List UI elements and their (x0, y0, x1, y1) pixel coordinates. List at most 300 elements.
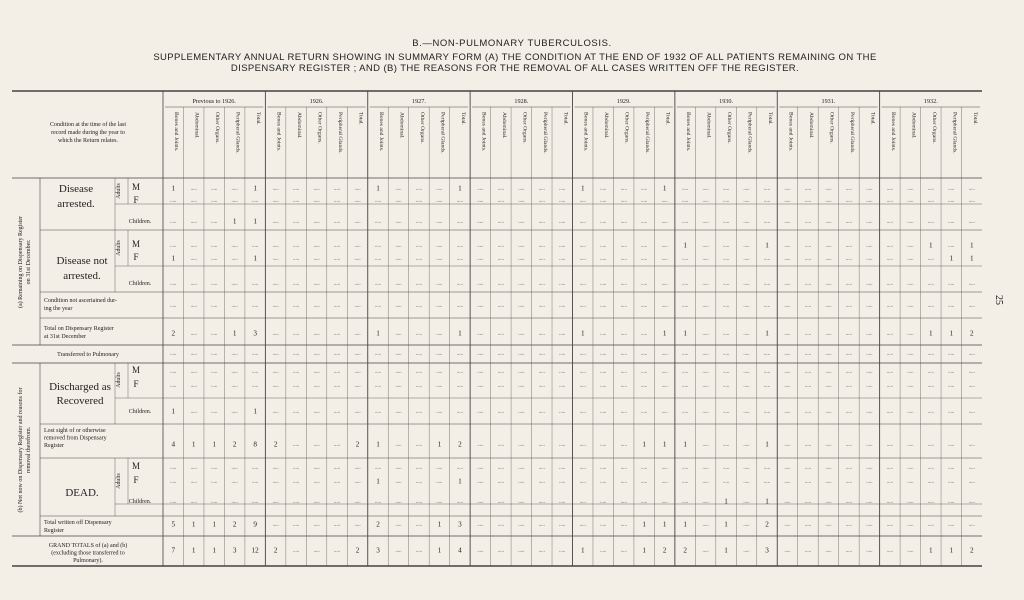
cell-discharged_children-blank: ..... (600, 409, 607, 415)
cell-not_arrested_children-blank: ..... (497, 281, 504, 287)
cell-discharged_f-blank: ..... (763, 383, 771, 389)
cell-total_written-blank: ..... (804, 522, 812, 528)
cell-not_arrested_f-blank: ..... (641, 256, 648, 262)
cell-arrested_f-blank: ..... (333, 198, 341, 204)
cell-not_arrested_children-blank: ..... (211, 281, 218, 287)
cell-not_arrested_f-blank: ..... (292, 256, 300, 262)
cell-lost_sight-blank: ..... (907, 442, 914, 448)
cell-dead_f-blank: ..... (927, 479, 934, 485)
cell-total_disp-blank: ..... (211, 331, 218, 337)
cell-dead_m-blank: ..... (620, 465, 627, 471)
cell-grand_total-value: 2 (355, 546, 360, 555)
cell-dead_m-blank: ..... (456, 465, 464, 471)
cell-dead_m-blank: ..... (702, 465, 709, 471)
cell-transferred-blank: ..... (313, 351, 320, 357)
cell-grand_total-blank: ..... (845, 548, 853, 554)
cell-arrested_f-blank: ..... (477, 198, 484, 204)
cell-not_arrested_m-blank: ..... (477, 243, 484, 249)
male-label: M (131, 365, 141, 375)
cell-arrested_children-blank: ..... (722, 219, 730, 225)
cell-not_arrested_m-blank: ..... (211, 243, 218, 249)
cell-dead_m-blank: ..... (538, 465, 545, 471)
cell-discharged_f-blank: ..... (190, 383, 197, 389)
cell-total_disp-blank: ..... (497, 331, 504, 337)
cell-dead_f-blank: ..... (804, 479, 812, 485)
cell-cond_not-blank: ..... (395, 303, 402, 309)
cell-transferred-blank: ..... (641, 351, 648, 357)
cell-total_disp-blank: ..... (518, 331, 525, 337)
cell-arrested_m-blank: ..... (395, 186, 402, 192)
subcolumn-header: Other Organs. (418, 112, 425, 144)
cell-not_arrested_f-blank: ..... (702, 256, 709, 262)
cell-arrested_m-value: 1 (171, 184, 176, 193)
cell-not_arrested_m-blank: ..... (518, 243, 525, 249)
cell-not_arrested_children-blank: ..... (681, 281, 689, 287)
cell-discharged_m-blank: ..... (763, 369, 771, 375)
cell-transferred-blank: ..... (211, 351, 218, 357)
cell-transferred-blank: ..... (497, 351, 504, 357)
cell-discharged_children-blank: ..... (804, 409, 812, 415)
cell-discharged_f-blank: ..... (784, 383, 791, 389)
cell-dead_f-blank: ..... (436, 479, 443, 485)
subcolumn-header: Abdominal. (910, 112, 917, 139)
subcolumn-header: Bones and Joints. (685, 112, 692, 152)
cell-lost_sight-blank: ..... (845, 442, 853, 448)
cell-arrested_children-blank: ..... (292, 219, 300, 225)
cell-transferred-blank: ..... (763, 351, 771, 357)
cell-total_disp-value: 1 (949, 329, 954, 338)
cell-total_disp-value: 1 (929, 329, 933, 338)
subcolumn-header: Other Organs. (521, 112, 528, 144)
cell-arrested_f-blank: ..... (354, 198, 361, 204)
cell-grand_total-blank: ..... (907, 548, 914, 554)
cell-not_arrested_m-blank: ..... (374, 243, 382, 249)
cell-total_disp-blank: ..... (354, 331, 361, 337)
subcolumn-header: Abdominal. (807, 112, 814, 139)
cell-cond_not-blank: ..... (436, 303, 443, 309)
cell-dead_m-blank: ..... (292, 465, 300, 471)
cell-discharged_m-blank: ..... (538, 369, 545, 375)
cell-arrested_m-blank: ..... (559, 186, 566, 192)
cell-arrested_m-blank: ..... (866, 186, 873, 192)
cell-lost_sight-blank: ..... (968, 442, 975, 448)
cell-arrested_f-blank: ..... (538, 198, 545, 204)
cell-cond_not-blank: ..... (456, 303, 464, 309)
cell-cond_not-blank: ..... (538, 303, 545, 309)
cell-total_written-blank: ..... (927, 522, 934, 528)
female-label: F (133, 379, 139, 389)
cell-dead_f-blank: ..... (190, 479, 197, 485)
cell-dead_f-blank: ..... (211, 479, 218, 485)
cell-not_arrested_f-blank: ..... (313, 256, 320, 262)
cell-dead_m-blank: ..... (845, 465, 853, 471)
subcolumn-header: Peripheral Glands. (234, 112, 241, 154)
cell-arrested_f-blank: ..... (968, 198, 975, 204)
cell-arrested_children-blank: ..... (456, 219, 464, 225)
cell-arrested_children-blank: ..... (477, 219, 484, 225)
cell-lost_sight-blank: ..... (804, 442, 812, 448)
cell-discharged_m-blank: ..... (333, 369, 341, 375)
cell-total_disp-blank: ..... (333, 331, 341, 337)
cell-dead_m-blank: ..... (968, 465, 975, 471)
cell-discharged_f-blank: ..... (722, 383, 730, 389)
male-label: M (131, 182, 141, 192)
cell-arrested_children-blank: ..... (538, 219, 545, 225)
cell-total_disp-value: 1 (662, 329, 667, 338)
cell-discharged_m-blank: ..... (395, 369, 402, 375)
cell-grand_total-blank: ..... (518, 548, 525, 554)
cell-dead_f-blank: ..... (600, 479, 607, 485)
cell-grand_total-blank: ..... (600, 548, 607, 554)
cell-dead_m-blank: ..... (272, 465, 279, 471)
cell-total_written-blank: ..... (497, 522, 504, 528)
cell-discharged_m-blank: ..... (272, 369, 279, 375)
cell-lost_sight-value: 1 (683, 440, 687, 449)
cell-discharged_f-blank: ..... (292, 383, 300, 389)
cell-lost_sight-blank: ..... (497, 442, 504, 448)
cell-dead_children-blank: ..... (292, 499, 300, 505)
cell-discharged_children-blank: ..... (866, 409, 873, 415)
cell-transferred-blank: ..... (190, 351, 197, 357)
cell-cond_not-blank: ..... (804, 303, 812, 309)
cell-total_disp-blank: ..... (722, 331, 730, 337)
cell-not_arrested_f-blank: ..... (477, 256, 484, 262)
subcolumn-header: Total. (971, 112, 978, 125)
cell-not_arrested_m-value: 1 (765, 241, 769, 250)
cell-not_arrested_children-blank: ..... (190, 281, 197, 287)
cell-discharged_m-blank: ..... (415, 369, 423, 375)
cell-total_disp-blank: ..... (804, 331, 812, 337)
cell-dead_m-blank: ..... (763, 465, 771, 471)
cell-not_arrested_m-blank: ..... (436, 243, 443, 249)
cell-discharged_f-blank: ..... (395, 383, 402, 389)
cell-total_written-value: 1 (191, 520, 196, 529)
cell-arrested_f-blank: ..... (681, 198, 689, 204)
cell-discharged_m-blank: ..... (927, 369, 934, 375)
cell-arrested_children-blank: ..... (395, 219, 402, 225)
cell-total_written-blank: ..... (907, 522, 914, 528)
cell-not_arrested_children-blank: ..... (743, 281, 750, 287)
cell-transferred-blank: ..... (661, 351, 668, 357)
cell-lost_sight-blank: ..... (292, 442, 300, 448)
cell-arrested_m-blank: ..... (600, 186, 607, 192)
cell-not_arrested_children-blank: ..... (722, 281, 730, 287)
cell-discharged_f-blank: ..... (702, 383, 709, 389)
adults-label: Adults (116, 372, 122, 388)
cell-discharged_children-blank: ..... (538, 409, 545, 415)
cell-dead_children-blank: ..... (477, 499, 484, 505)
cell-dead_children-value: 1 (765, 497, 769, 506)
cell-not_arrested_f-blank: ..... (661, 256, 668, 262)
cell-not_arrested_m-blank: ..... (292, 243, 300, 249)
cell-discharged_m-blank: ..... (497, 369, 504, 375)
cell-total_written-value: 1 (683, 520, 687, 529)
cell-arrested_children-value: 1 (253, 217, 257, 226)
cell-total_written-blank: ..... (354, 522, 361, 528)
cell-grand_total-value: 3 (765, 546, 769, 555)
cell-total_written-blank: ..... (968, 522, 975, 528)
cell-dead_m-blank: ..... (313, 465, 320, 471)
cell-arrested_m-blank: ..... (763, 186, 771, 192)
cell-cond_not-blank: ..... (252, 303, 259, 309)
transferred-label: Transferred to Pulmonary (57, 352, 119, 358)
cell-not_arrested_children-blank: ..... (907, 281, 914, 287)
cell-arrested_f-blank: ..... (211, 198, 218, 204)
cell-cond_not-blank: ..... (702, 303, 709, 309)
cell-arrested_m-value: 1 (662, 184, 667, 193)
cell-total_written-blank: ..... (702, 522, 709, 528)
cell-dead_m-blank: ..... (477, 465, 484, 471)
cell-discharged_m-blank: ..... (681, 369, 689, 375)
cell-dead_m-blank: ..... (948, 465, 955, 471)
total-written-off-label-line-2: Register (44, 528, 64, 534)
cell-total_disp-blank: ..... (313, 331, 320, 337)
cell-arrested_f-blank: ..... (313, 198, 320, 204)
cell-arrested_f-blank: ..... (948, 198, 955, 204)
cell-total_written-blank: ..... (538, 522, 545, 528)
cell-cond_not-blank: ..... (907, 303, 914, 309)
cell-discharged_f-blank: ..... (252, 383, 259, 389)
cell-grand_total-value: 2 (273, 546, 278, 555)
cell-not_arrested_f-blank: ..... (763, 256, 771, 262)
cell-lost_sight-blank: ..... (518, 442, 525, 448)
subcolumn-header: Other Organs. (726, 112, 733, 144)
cell-arrested_children-blank: ..... (948, 219, 955, 225)
cell-arrested_m-blank: ..... (497, 186, 504, 192)
cell-total_disp-blank: ..... (620, 331, 627, 337)
cell-arrested_m-blank: ..... (292, 186, 300, 192)
cell-not_arrested_f-blank: ..... (784, 256, 791, 262)
cell-total_disp-value: 1 (765, 329, 769, 338)
cell-arrested_f-blank: ..... (231, 198, 238, 204)
cell-discharged_children-blank: ..... (354, 409, 361, 415)
cell-cond_not-blank: ..... (722, 303, 730, 309)
subcolumn-header: Bones and Joints. (787, 112, 794, 152)
cell-discharged_f-blank: ..... (866, 383, 873, 389)
cell-arrested_m-blank: ..... (313, 186, 320, 192)
cell-arrested_m-value: 1 (376, 184, 380, 193)
cell-dead_f-blank: ..... (948, 479, 955, 485)
subcolumn-header: Total. (869, 112, 876, 125)
cell-grand_total-value: 2 (662, 546, 667, 555)
subcolumn-header: Abdominal. (500, 112, 507, 139)
cell-total_disp-value: 1 (683, 329, 687, 338)
cell-arrested_f-blank: ..... (620, 198, 627, 204)
cell-discharged_children-blank: ..... (722, 409, 730, 415)
cell-arrested_children-blank: ..... (702, 219, 709, 225)
cell-transferred-blank: ..... (600, 351, 607, 357)
cell-not_arrested_children-blank: ..... (395, 281, 402, 287)
cell-lost_sight-value: 2 (458, 440, 462, 449)
cell-dead_m-blank: ..... (354, 465, 361, 471)
cell-total_written-value: 2 (765, 520, 769, 529)
cell-total_written-value: 1 (662, 520, 667, 529)
cell-arrested_f-blank: ..... (763, 198, 771, 204)
cell-transferred-blank: ..... (886, 351, 893, 357)
cell-dead_f-blank: ..... (620, 479, 627, 485)
cell-not_arrested_children-blank: ..... (231, 281, 238, 287)
children-label: Children. (128, 281, 152, 287)
cell-discharged_m-blank: ..... (825, 369, 832, 375)
cell-arrested_m-blank: ..... (804, 186, 812, 192)
cell-transferred-blank: ..... (620, 351, 627, 357)
cell-dead_children-blank: ..... (968, 499, 975, 505)
discharged-label-line-2: Recovered (56, 395, 104, 407)
subheading-line-1: SUPPLEMENTARY ANNUAL RETURN SHOWING IN SUMMARY FORM (A) THE CONDITION AT THE END OF 1932 OF ALL PATIENTS REMAINING ON THE (153, 52, 877, 63)
cell-discharged_f-blank: ..... (804, 383, 812, 389)
cell-discharged_children-blank: ..... (620, 409, 627, 415)
cell-transferred-blank: ..... (845, 351, 853, 357)
subcolumn-header: Peripheral Glands. (746, 112, 753, 154)
cell-arrested_f-blank: ..... (436, 198, 443, 204)
cell-grand_total-blank: ..... (886, 548, 893, 554)
cell-total_written-blank: ..... (579, 522, 586, 528)
cell-not_arrested_f-blank: ..... (866, 256, 873, 262)
cell-dead_f-blank: ..... (231, 479, 238, 485)
cell-dead_f-blank: ..... (559, 479, 566, 485)
cell-discharged_f-blank: ..... (927, 383, 934, 389)
cell-discharged_f-blank: ..... (170, 383, 177, 389)
cell-dead_f-blank: ..... (661, 479, 668, 485)
cell-dead_m-blank: ..... (866, 465, 873, 471)
cell-dead_children-blank: ..... (538, 499, 545, 505)
cell-total_disp-blank: ..... (641, 331, 648, 337)
cell-discharged_m-blank: ..... (252, 369, 259, 375)
cell-not_arrested_children-blank: ..... (804, 281, 812, 287)
cell-cond_not-blank: ..... (497, 303, 504, 309)
cell-arrested_children-blank: ..... (354, 219, 361, 225)
cell-discharged_children-blank: ..... (907, 409, 914, 415)
cell-grand_total-value: 1 (724, 546, 728, 555)
cell-not_arrested_m-blank: ..... (641, 243, 648, 249)
cell-arrested_m-value: 1 (458, 184, 462, 193)
cell-dead_f-blank: ..... (702, 479, 709, 485)
cell-discharged_f-blank: ..... (886, 383, 893, 389)
cell-not_arrested_children-blank: ..... (948, 281, 955, 287)
cell-dead_f-blank: ..... (866, 479, 873, 485)
lost-sight-label-line-1: Lost sight of or otherwise (44, 428, 106, 434)
cell-lost_sight-value: 2 (273, 440, 278, 449)
cell-lost_sight-blank: ..... (948, 442, 955, 448)
cell-total_written-value: 5 (171, 520, 176, 529)
cell-arrested_m-blank: ..... (538, 186, 545, 192)
cell-dead_children-blank: ..... (415, 499, 423, 505)
document-heading: B.—NON-PULMONARY TUBERCULOSIS. (412, 38, 612, 49)
cell-arrested_f-blank: ..... (559, 198, 566, 204)
cell-discharged_f-blank: ..... (211, 383, 218, 389)
cell-arrested_children-blank: ..... (927, 219, 934, 225)
cell-discharged_f-blank: ..... (641, 383, 648, 389)
cell-total_written-value: 9 (253, 520, 257, 529)
cell-dead_m-blank: ..... (374, 465, 382, 471)
cell-not_arrested_f-blank: ..... (395, 256, 402, 262)
cell-arrested_f-blank: ..... (886, 198, 893, 204)
cell-dead_children-blank: ..... (907, 499, 914, 505)
cell-discharged_m-blank: ..... (641, 369, 648, 375)
cell-lost_sight-value: 2 (232, 440, 237, 449)
cell-discharged_children-blank: ..... (333, 409, 341, 415)
cell-lost_sight-blank: ..... (559, 442, 566, 448)
subcolumn-header: Abdominal. (296, 112, 303, 139)
cell-dead_children-blank: ..... (559, 499, 566, 505)
cell-arrested_f-blank: ..... (170, 198, 177, 204)
cell-lost_sight-value: 1 (642, 440, 646, 449)
cell-not_arrested_m-blank: ..... (825, 243, 832, 249)
cell-dead_children-blank: ..... (661, 499, 668, 505)
cell-not_arrested_f-blank: ..... (579, 256, 586, 262)
cell-arrested_children-blank: ..... (333, 219, 341, 225)
cell-dead_f-blank: ..... (313, 479, 320, 485)
cell-not_arrested_children-blank: ..... (825, 281, 832, 287)
cell-dead_m-blank: ..... (231, 465, 238, 471)
subcolumn-header: Abdominal. (603, 112, 610, 139)
cell-transferred-blank: ..... (395, 351, 402, 357)
cell-transferred-blank: ..... (436, 351, 443, 357)
cell-arrested_m-value: 1 (580, 184, 585, 193)
cell-discharged_m-blank: ..... (374, 369, 382, 375)
cell-not_arrested_children-blank: ..... (620, 281, 627, 287)
adults-label: Adults (116, 183, 122, 199)
cell-not_arrested_m-blank: ..... (866, 243, 873, 249)
total-written-off-label-line-1: Total written off Dispensary (44, 520, 112, 526)
cell-not_arrested_f-blank: ..... (497, 256, 504, 262)
cell-discharged_children-value: 1 (253, 407, 257, 416)
cell-discharged_f-blank: ..... (374, 383, 382, 389)
cell-dead_m-blank: ..... (497, 465, 504, 471)
cell-discharged_children-blank: ..... (477, 409, 484, 415)
cell-lost_sight-value: 2 (355, 440, 360, 449)
cell-total_written-value: 2 (232, 520, 237, 529)
cell-not_arrested_children-blank: ..... (477, 281, 484, 287)
male-label: M (131, 239, 141, 249)
cell-transferred-blank: ..... (354, 351, 361, 357)
subcolumn-header: Bones and Joints. (480, 112, 487, 152)
cell-arrested_f-blank: ..... (518, 198, 525, 204)
cell-arrested_children-blank: ..... (743, 219, 750, 225)
cell-discharged_f-blank: ..... (600, 383, 607, 389)
cell-dead_m-blank: ..... (333, 465, 341, 471)
cell-not_arrested_f-blank: ..... (722, 256, 730, 262)
cell-grand_total-blank: ..... (804, 548, 812, 554)
disease-not-arrested-label-line-2: arrested. (63, 270, 101, 282)
cell-discharged_children-blank: ..... (436, 409, 443, 415)
female-label: F (133, 475, 139, 485)
cell-dead_f-blank: ..... (886, 479, 893, 485)
cell-discharged_children-blank: ..... (845, 409, 853, 415)
cell-dead_m-blank: ..... (784, 465, 791, 471)
cell-grand_total-value: 4 (458, 546, 462, 555)
cell-cond_not-blank: ..... (333, 303, 341, 309)
cell-dead_children-blank: ..... (600, 499, 607, 505)
cell-dead_children-blank: ..... (170, 499, 177, 505)
cell-arrested_children-blank: ..... (518, 219, 525, 225)
cell-not_arrested_f-value: 1 (253, 254, 257, 263)
cell-discharged_m-blank: ..... (784, 369, 791, 375)
subcolumn-header: Other Organs. (316, 112, 323, 144)
cell-discharged_children-blank: ..... (825, 409, 832, 415)
cell-arrested_m-value: 1 (253, 184, 257, 193)
cell-arrested_m-blank: ..... (436, 186, 443, 192)
cell-total_disp-value: 1 (376, 329, 380, 338)
cell-transferred-blank: ..... (272, 351, 279, 357)
cell-lost_sight-blank: ..... (579, 442, 586, 448)
cell-not_arrested_m-blank: ..... (190, 243, 197, 249)
cell-arrested_m-blank: ..... (968, 186, 975, 192)
cell-discharged_children-value: 1 (171, 407, 176, 416)
cell-dead_children-blank: ..... (886, 499, 893, 505)
cell-dead_children-blank: ..... (784, 499, 791, 505)
cell-discharged_m-blank: ..... (702, 369, 709, 375)
